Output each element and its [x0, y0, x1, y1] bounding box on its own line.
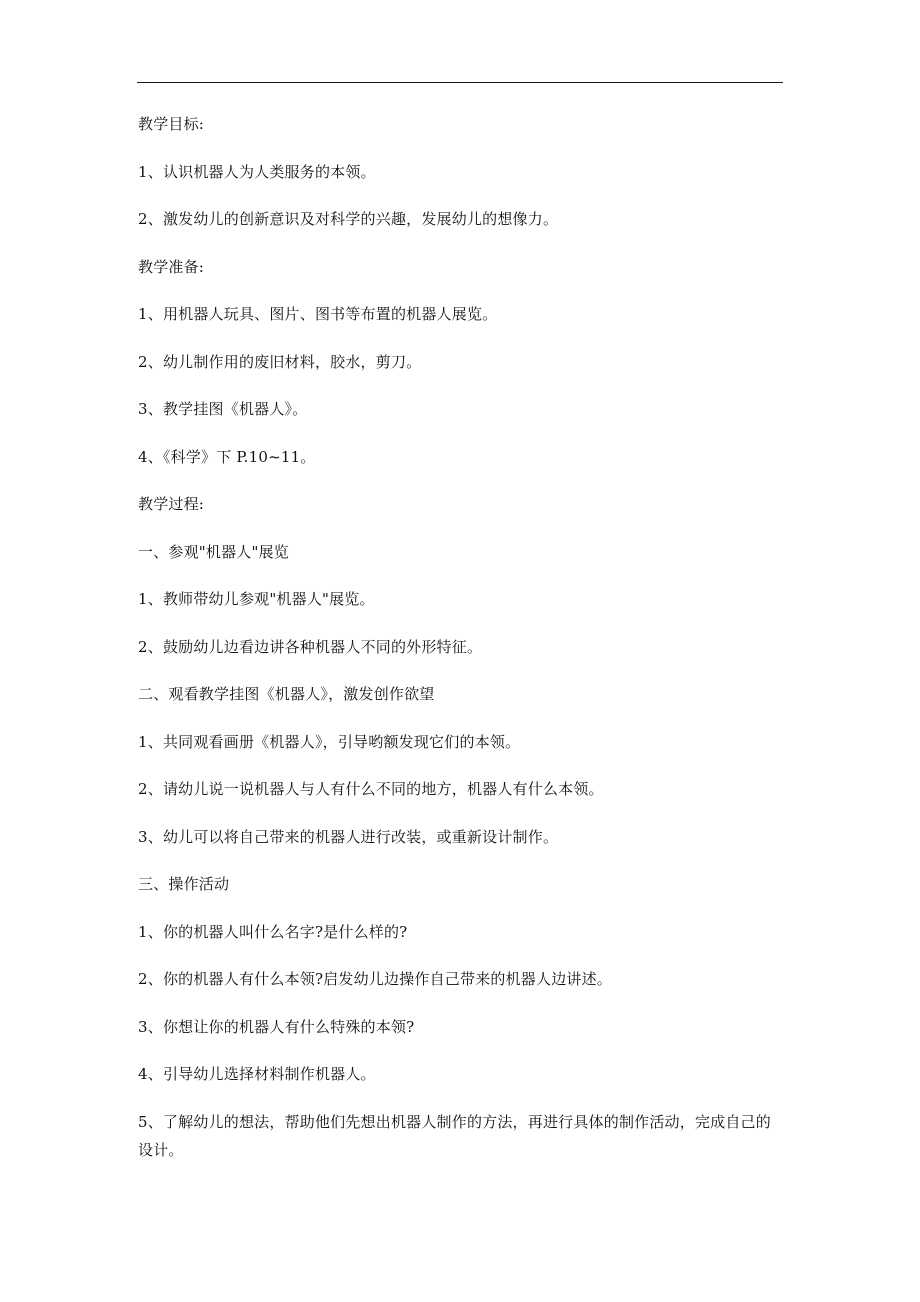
- section-heading-goals: 教学目标:: [138, 115, 205, 133]
- process-item: 2、鼓励幼儿边看边讲各种机器人不同的外形特征。: [138, 637, 483, 656]
- process-item: 1、共同观看画册《机器人》，引导哟额发现它们的本领。: [138, 732, 521, 751]
- process-item: 3、你想让你的机器人有什么特殊的本领?: [138, 1017, 415, 1036]
- preparation-item: 3、教学挂图《机器人》。: [138, 400, 308, 418]
- document-body: [138, 110, 786, 1164]
- process-item-last: 5、了解幼儿的想法，帮助他们先想出机器人制作的方法，再进行具体的制作活动，完成自己的设计。: [138, 1112, 771, 1159]
- process-item: 3、幼儿可以将自己带来的机器人进行改装，或重新设计制作。: [138, 827, 559, 846]
- preparation-item: 1、用机器人玩具、图片、图书等布置的机器人展览。: [138, 305, 498, 323]
- process-item: 2、请幼儿说一说机器人与人有什么不同的地方，机器人有什么本领。: [138, 780, 604, 798]
- section-heading-process: 教学过程:: [138, 495, 205, 513]
- goal-item: 2、激发幼儿的创新意识及对科学的兴趣，发展幼儿的想像力。: [138, 210, 559, 228]
- process-item: 4、引导幼儿选择材料制作机器人。: [138, 1065, 376, 1083]
- process-step-heading: 三、操作活动: [138, 875, 230, 893]
- process-item: 2、你的机器人有什么本领?启发幼儿边操作自己带来的机器人边讲述。: [138, 970, 612, 988]
- process-item: 1、你的机器人叫什么名字?是什么样的?: [138, 922, 408, 941]
- goal-item: 1、认识机器人为人类服务的本领。: [138, 162, 376, 181]
- preparation-item: 4、《科学》下 P.10~11。: [138, 447, 316, 466]
- process-step-heading: 二、观看教学挂图《机器人》，激发创作欲望: [138, 685, 435, 703]
- process-step-heading: 一、参观"机器人"展览: [138, 542, 289, 561]
- header-rule: [137, 82, 783, 83]
- section-heading-preparation: 教学准备:: [138, 257, 205, 276]
- process-item: 1、教师带幼儿参观"机器人"展览。: [138, 590, 375, 608]
- preparation-item: 2、幼儿制作用的废旧材料，胶水，剪刀。: [138, 352, 422, 371]
